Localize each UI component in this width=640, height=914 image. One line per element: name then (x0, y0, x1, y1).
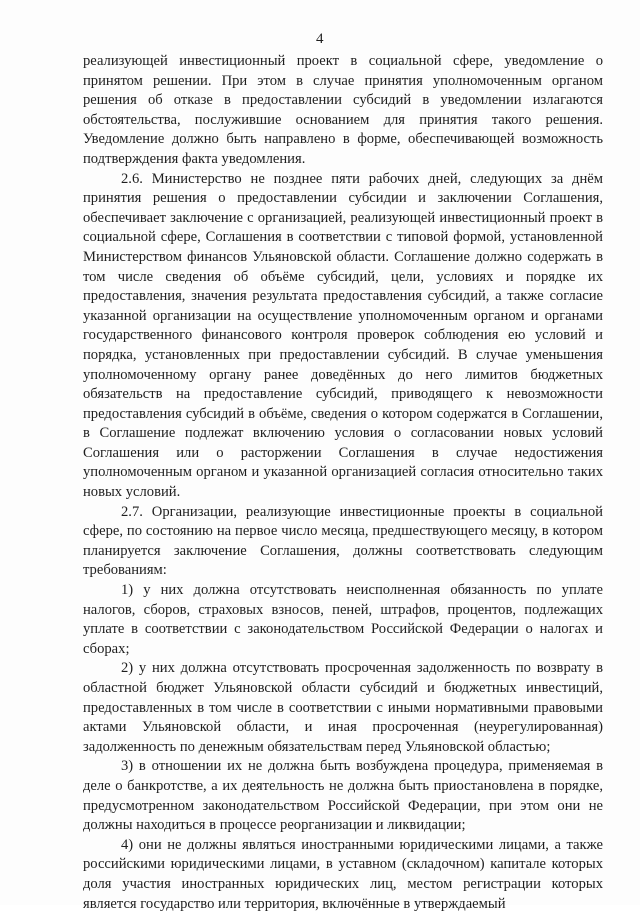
requirement-item-4: 4) они не должны являться иностранными юридическими лицами, а также российскими юридическими лицами, в уставном (складочном) капитале которых доля участия иностранных юридических лиц, местом регистрации которых является государство или территория, включённые в утверждаемый (83, 836, 603, 912)
paragraph-2-7: 2.7. Организации, реализующие инвестиционные проекты в социальной сфере, по состоянию на первое число месяца, предшествующего месяцу, в котором планируется заключение Соглашения, должны соответствовать следующим требованиям: (83, 503, 603, 579)
requirement-item-3: 3) в отношении их не должна быть возбуждена процедура, применяемая в деле о банкротстве, а их деятельность не должна быть приостановлена в порядке, предусмотренном законодательством Российской Федерации, при этом они не должны находиться в процессе реорганизации и ликвидации; (83, 758, 603, 834)
requirement-item-2: 2) у них должна отсутствовать просроченная задолженность по возврату в областной бюджет Ульяновской области субсидий и бюджетных инвестиций, предоставленных в том числе в соответствии с иными нормативными правовыми актами Ульяновской области, и иная просроченная (неурегулированная) задолженность по денежным обязательствам перед Ульяновской областью; (83, 660, 603, 755)
paragraph-2-6: 2.6. Министерство не позднее пяти рабочих дней, следующих за днём принятия решения о предоставлении субсидии и заключении Соглашения, обеспечивает заключение с организацией, реализующей инвестиционный проект в социальной сфере, Соглашения в соответствии с типовой формой, установленной Министерством финансов Ульяновской области. Соглашение должно содержать в том числе сведения об объёме субсидий, цели, условиях и порядке их предоставления, значения результата предоставления субсидий, а также согласие указанной организации на осуществление уполномоченным органом и органами государственного финансового контроля проверок соблюдения ею условий и порядка, установленных при предоставлении субсидий. В случае уменьшения уполномоченному органу ранее доведённых до него лимитов бюджетных обязательств на предоставление субсидий, приводящего к невозможности предоставления субсидий в объёме, сведения о котором содержатся в Соглашении, в Соглашение подлежат включению условия о согласовании новых условий Соглашения или о расторжении Соглашения в случае недостижения уполномоченным органом и указанной организацией согласия относительно таких новых условий. (83, 170, 603, 501)
page-number: 4 (316, 31, 324, 47)
paragraph-notification: реализующей инвестиционный проект в социальной сфере, уведомление о принятом решении. При этом в случае принятия уполномоченным органом решения об отказе в предоставлении субсидий в уведомлении излагаются обстоятельства, послужившие основанием для принятия такого решения. Уведомление должно быть направлено в форме, обеспечивающей возможность подтверждения факта уведомления. (83, 53, 603, 167)
document-body (83, 52, 603, 914)
requirement-item-1: 1) у них должна отсутствовать неисполненная обязанность по уплате налогов, сборов, страховых взносов, пеней, штрафов, процентов, подлежащих уплате в соответствии с законодательством Российской Федерации о налогах и сборах; (83, 582, 603, 657)
